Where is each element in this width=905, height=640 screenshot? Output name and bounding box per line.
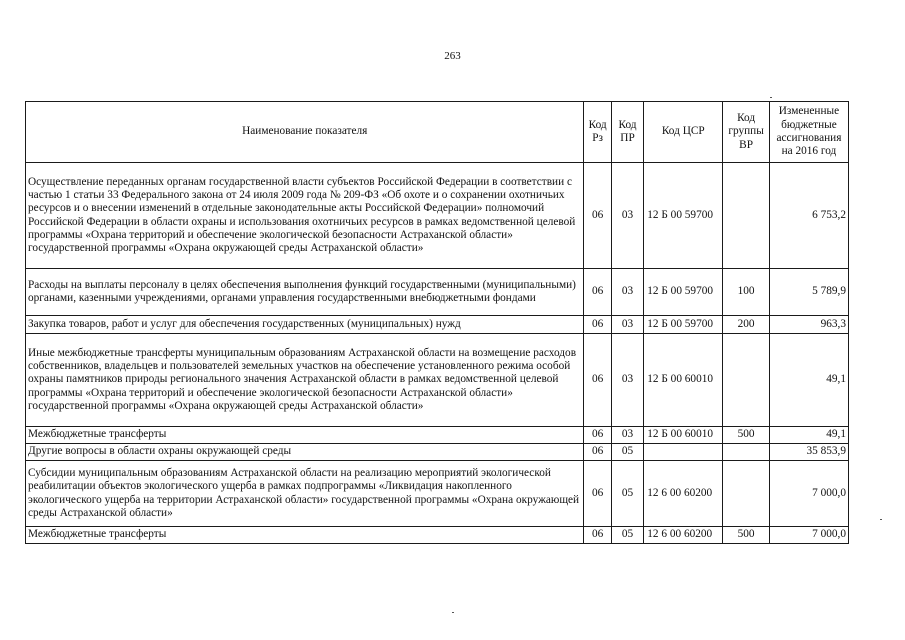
- table-row: [26, 163, 849, 269]
- cell-amount: 6 753,2: [769, 163, 848, 269]
- cell-code-csr: 12 6 00 60200: [644, 461, 723, 527]
- cell-code-pr: 03: [611, 316, 643, 334]
- table-row: [26, 269, 849, 316]
- cell-code-rz: 06: [584, 163, 611, 269]
- cell-amount: 35 853,9: [769, 444, 848, 461]
- cell-amount: 49,1: [769, 334, 848, 427]
- cell-code-csr: 12 Б 00 59700: [644, 269, 723, 316]
- cell-code-pr: 03: [611, 334, 643, 427]
- cell-code-csr: 12 6 00 60200: [644, 527, 723, 544]
- budget-allocations-table: [25, 101, 849, 544]
- cell-indicator-name: Закупка товаров, работ и услуг для обеспечения государственных (муниципальных) нужд: [26, 316, 584, 334]
- cell-code-csr: 12 Б 00 59700: [644, 316, 723, 334]
- cell-code-csr: 12 Б 00 60010: [644, 334, 723, 427]
- cell-code-rz: 06: [584, 427, 611, 444]
- table-header-row: [26, 102, 849, 163]
- page-number: 263: [444, 50, 461, 62]
- cell-amount: 49,1: [769, 427, 848, 444]
- cell-code-vr: 200: [723, 316, 770, 334]
- header-code-pr: Код ПР: [611, 102, 643, 163]
- cell-indicator-name: Межбюджетные трансферты: [26, 527, 584, 544]
- table-row: [26, 527, 849, 544]
- table-row: [26, 444, 849, 461]
- cell-code-rz: 06: [584, 269, 611, 316]
- cell-code-csr: 12 Б 00 60010: [644, 427, 723, 444]
- cell-code-vr: 100: [723, 269, 770, 316]
- scan-speck: [452, 612, 454, 613]
- header-amount-2016: Измененные бюджетные ассигнования на 2016 год: [769, 102, 848, 163]
- cell-code-pr: 03: [611, 269, 643, 316]
- header-code-rz: Код Рз: [584, 102, 611, 163]
- cell-indicator-name: Субсидии муниципальным образованиям Астраханской области на реализацию мероприятий экологической реабилитации объектов экологического ущерба в рамках подпрограммы «Ликвидация накопленного экологического ущерба на территории Астраханской области» государственной программы «Охрана окружающей среды Астраханской области»: [26, 461, 584, 527]
- cell-code-vr: [723, 444, 770, 461]
- cell-code-pr: 05: [611, 444, 643, 461]
- table-row: [26, 334, 849, 427]
- cell-code-rz: 06: [584, 461, 611, 527]
- cell-code-rz: 06: [584, 444, 611, 461]
- cell-code-pr: 05: [611, 461, 643, 527]
- cell-code-rz: 06: [584, 527, 611, 544]
- cell-code-vr: 500: [723, 427, 770, 444]
- cell-code-vr: [723, 461, 770, 527]
- table-row: [26, 316, 849, 334]
- cell-code-csr: 12 Б 00 59700: [644, 163, 723, 269]
- scan-speck: [880, 519, 882, 520]
- cell-code-rz: 06: [584, 316, 611, 334]
- scan-speck: [770, 97, 772, 98]
- cell-indicator-name: Межбюджетные трансферты: [26, 427, 584, 444]
- cell-indicator-name: Осуществление переданных органам государственной власти субъектов Российской Федерации в соответствии с частью 1 статьи 33 Федерального закона от 24 июля 2009 года № 209-ФЗ «Об охоте и о сохранении охотничьих ресурсов и о внесении изменений в отдельные законодательные акты Российской Федерации» полномочий Российской Федерации в области охраны и использования охотничьих ресурсов в рамках ведомственной целевой программы «Охрана территорий и обеспечение экологической безопасности Астраханской области» государственной программы «Охрана окружающей среды Астраханской области»: [26, 163, 584, 269]
- table-row: [26, 461, 849, 527]
- cell-code-pr: 03: [611, 163, 643, 269]
- cell-code-vr: [723, 334, 770, 427]
- cell-code-csr: [644, 444, 723, 461]
- table-row: [26, 427, 849, 444]
- header-code-vr: Код группы ВР: [723, 102, 770, 163]
- cell-amount: 7 000,0: [769, 461, 848, 527]
- cell-amount: 5 789,9: [769, 269, 848, 316]
- cell-amount: 7 000,0: [769, 527, 848, 544]
- cell-code-rz: 06: [584, 334, 611, 427]
- header-indicator-name: Наименование показателя: [26, 102, 584, 163]
- cell-code-pr: 03: [611, 427, 643, 444]
- cell-indicator-name: Иные межбюджетные трансферты муниципальным образованиям Астраханской области на возмещение расходов собственников, владельцев и пользователей земельных участков на обеспечение установленного режима особой охраны памятников природы регионального значения Астраханской области в рамках ведомственной целевой программы «Охрана территорий и обеспечение экологической безопасности Астраханской области» государственной программы «Охрана окружающей среды Астраханской области»: [26, 334, 584, 427]
- header-code-csr: Код ЦСР: [644, 102, 723, 163]
- cell-code-vr: 500: [723, 527, 770, 544]
- cell-code-pr: 05: [611, 527, 643, 544]
- cell-code-vr: [723, 163, 770, 269]
- cell-indicator-name: Другие вопросы в области охраны окружающей среды: [26, 444, 584, 461]
- cell-indicator-name: Расходы на выплаты персоналу в целях обеспечения выполнения функций государственными (муниципальными) органами, казенными учреждениями, органами управления государственными внебюджетными фондами: [26, 269, 584, 316]
- cell-amount: 963,3: [769, 316, 848, 334]
